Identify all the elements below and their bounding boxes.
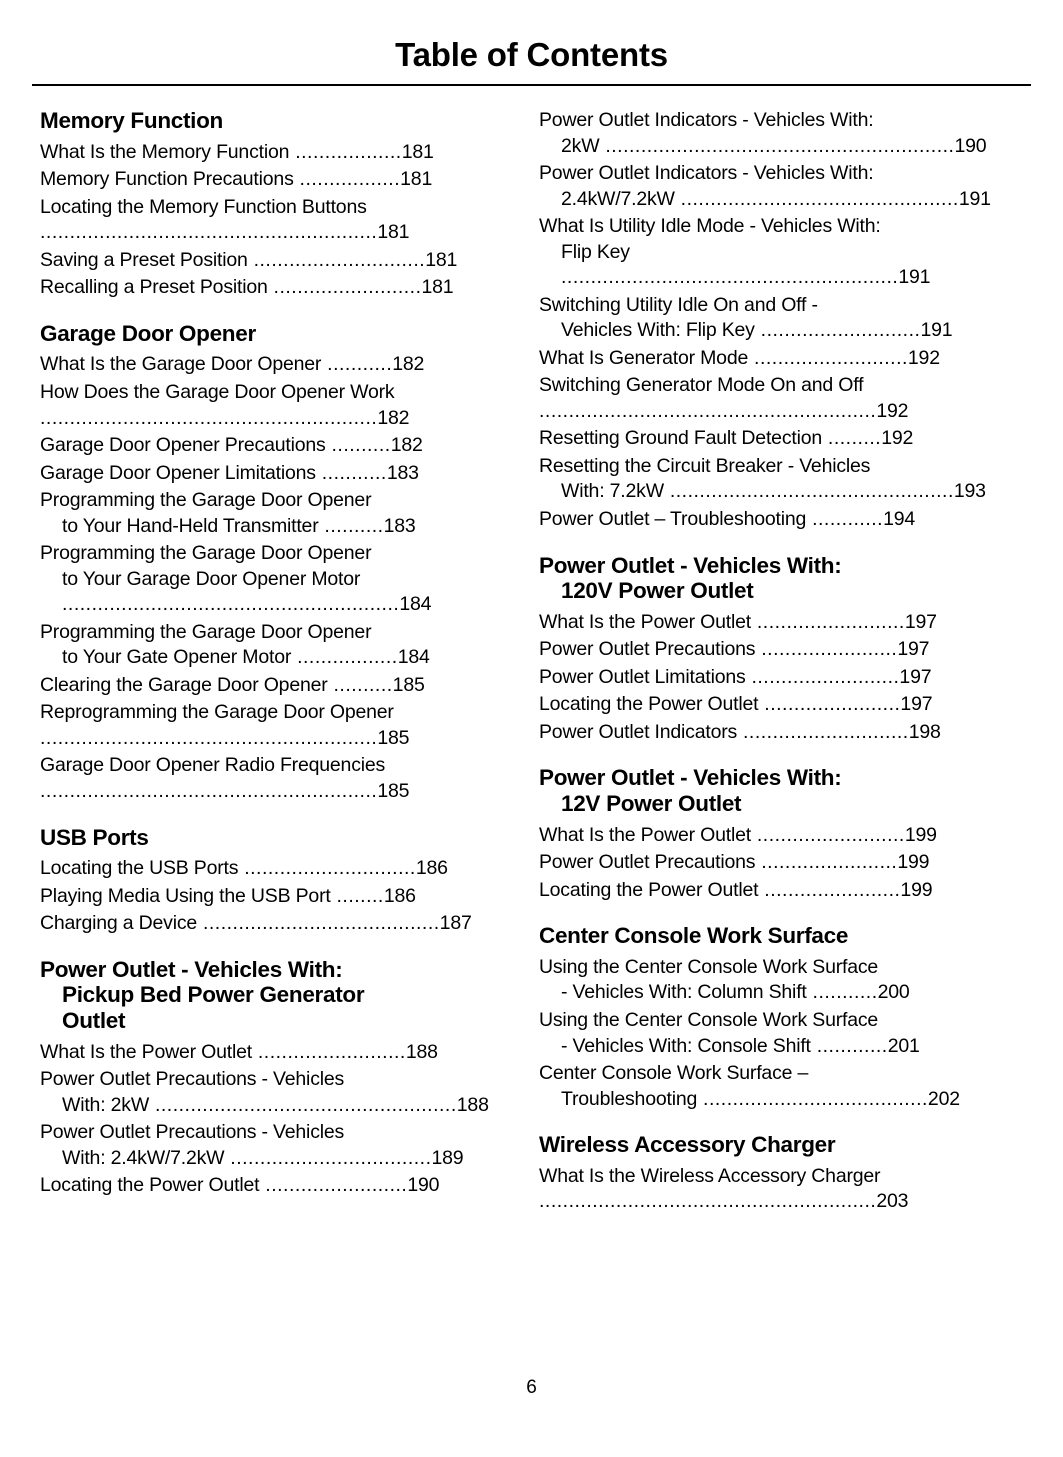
toc-entry-title-cont: With: 2kW ...................................................188 — [62, 1093, 489, 1116]
toc-entry-leader-line — [539, 399, 994, 425]
toc-entry[interactable] — [40, 433, 495, 459]
toc-entry-title: Programming the Garage Door Opener — [40, 489, 372, 512]
toc-page-number: 181 — [421, 276, 454, 299]
toc-page-number: 183 — [386, 461, 419, 484]
toc-entry[interactable] — [539, 610, 994, 636]
toc-page-number: 182 — [377, 406, 410, 429]
toc-entry[interactable] — [539, 1061, 994, 1112]
toc-section-heading-line: 120V Power Outlet — [561, 578, 754, 604]
toc-entry-leader-line — [40, 406, 495, 432]
toc-entry-title: Power Outlet Precautions - Vehicles — [40, 1068, 345, 1091]
toc-page-number: 197 — [900, 693, 933, 716]
toc-entry[interactable] — [539, 373, 994, 424]
toc-entry-title-cont: With: 2.4kW/7.2kW ..................................189 — [62, 1146, 464, 1169]
toc-entry-title: What Is the Power Outlet — [539, 823, 751, 846]
toc-entry-title: Power Outlet Indicators — [539, 720, 738, 743]
toc-page-number: 194 — [883, 507, 916, 530]
toc-page-number: 182 — [392, 353, 425, 376]
toc-entry-title: Power Outlet Precautions - Vehicles — [40, 1121, 345, 1144]
toc-entry-title: Power Outlet Precautions — [539, 638, 756, 661]
toc-page-number: 199 — [900, 878, 933, 901]
toc-entry-title-cont: to Your Hand-Held Transmitter ..........183 — [62, 514, 416, 537]
toc-section — [539, 765, 994, 903]
toc-entry[interactable] — [40, 753, 495, 804]
toc-page-number: 181 — [425, 248, 458, 271]
toc-page-number: 188 — [405, 1040, 438, 1063]
toc-page-number: 184 — [399, 593, 432, 616]
toc-page-number: 200 — [877, 981, 910, 1004]
toc-entry-title-cont: Troubleshooting ......................................202 — [561, 1087, 960, 1110]
toc-entry-title-cont: Flip Key .........................................................191 — [561, 240, 931, 289]
toc-entry-title: Garage Door Opener Precautions — [40, 434, 326, 457]
toc-entry[interactable] — [539, 214, 994, 291]
toc-right-column — [539, 108, 994, 1235]
toc-entry[interactable] — [40, 195, 495, 246]
toc-entry-title: What Is Generator Mode — [539, 346, 749, 369]
toc-page-number: 191 — [958, 187, 991, 210]
toc-entry-title: Playing Media Using the USB Port — [40, 884, 331, 907]
toc-page-number: 185 — [377, 726, 410, 749]
toc-entry-title-cont: With: 7.2kW ................................................193 — [561, 480, 986, 503]
toc-entry[interactable] — [539, 1008, 994, 1059]
toc-entry-title: What Is the Power Outlet — [539, 610, 751, 633]
page-number: 6 — [526, 1377, 537, 1398]
toc-section-heading — [539, 765, 994, 816]
toc-entry-title: What Is the Power Outlet — [40, 1040, 252, 1063]
page-title: Table of Contents — [395, 36, 668, 73]
toc-entry-title: Power Outlet Indicators - Vehicles With: — [539, 109, 874, 131]
toc-entry[interactable] — [40, 488, 495, 539]
toc-entry-title: What Is Utility Idle Mode - Vehicles With: — [539, 215, 881, 238]
toc-entry[interactable] — [539, 637, 994, 663]
toc-entry[interactable] — [40, 1173, 495, 1199]
toc-section-heading-line: Power Outlet - Vehicles With: — [539, 552, 842, 578]
toc-leader-dots: ............................................... — [674, 187, 959, 210]
toc-page-number: 199 — [897, 851, 930, 874]
toc-entry-title: Resetting the Circuit Breaker - Vehicles — [539, 454, 871, 477]
toc-page-number: 186 — [415, 857, 448, 880]
toc-entry[interactable] — [40, 673, 495, 699]
toc-section-heading — [40, 957, 495, 1034]
toc-leader-dots: ........ — [330, 884, 384, 907]
toc-entry-title-cont: - Vehicles With: Console Shift ............201 — [561, 1034, 920, 1057]
toc-entry[interactable] — [539, 346, 994, 372]
toc-entry-title: Clearing the Garage Door Opener — [40, 673, 328, 696]
toc-page-number: 183 — [383, 514, 416, 537]
toc-entry-leader-line — [539, 1189, 994, 1215]
toc-entry-title-cont: to Your Gate Opener Motor .................184 — [62, 646, 430, 669]
toc-entry[interactable] — [539, 507, 994, 533]
toc-page-number: 191 — [920, 319, 953, 342]
toc-entry-title: Center Console Work Surface – — [539, 1062, 809, 1085]
toc-left-column — [40, 108, 495, 1219]
toc-leader-dots: ............................. — [238, 857, 416, 880]
toc-entry[interactable] — [40, 380, 495, 431]
toc-leader-dots: ........... — [806, 981, 878, 1004]
toc-entry[interactable] — [40, 140, 495, 166]
toc-section-heading — [40, 825, 495, 851]
toc-leader-dots: ........................... — [754, 319, 921, 342]
toc-leader-dots: ........... — [315, 461, 387, 484]
toc-section — [40, 108, 495, 301]
toc-leader-dots: ......................... — [267, 276, 422, 299]
toc-section-heading — [539, 1132, 994, 1158]
toc-section-heading-line: Outlet — [62, 1008, 126, 1034]
toc-entry[interactable] — [539, 692, 994, 718]
toc-section-heading-line: Power Outlet - Vehicles With: — [40, 956, 343, 982]
toc-section — [40, 321, 495, 805]
toc-section — [539, 553, 994, 746]
toc-entry-leader-line — [40, 779, 495, 805]
toc-leader-dots: ........... — [321, 353, 393, 376]
toc-page-number: 197 — [899, 665, 932, 688]
toc-leader-dots: ............ — [806, 507, 884, 530]
toc-section — [40, 825, 495, 937]
toc-entry[interactable] — [539, 823, 994, 849]
title-divider — [32, 84, 1031, 86]
toc-section — [40, 957, 495, 1199]
toc-entry-title-cont: Vehicles With: Flip Key ...........................191 — [561, 319, 953, 342]
toc-entry-title: Power Outlet Limitations — [539, 665, 746, 688]
toc-entry-title: Switching Utility Idle On and Off - — [539, 293, 818, 316]
toc-page-number: 189 — [431, 1146, 464, 1169]
toc-page-number: 181 — [401, 140, 434, 163]
toc-entry-title: What Is the Memory Function — [40, 140, 290, 163]
toc-entry[interactable] — [539, 878, 994, 904]
toc-entry-title: Using the Center Console Work Surface — [539, 1009, 879, 1032]
toc-entry-title: Resetting Ground Fault Detection — [539, 427, 823, 450]
toc-section-heading-line: 12V Power Outlet — [561, 791, 742, 817]
toc-section-heading-line: Memory Function — [40, 108, 224, 133]
toc-entry[interactable] — [40, 911, 495, 937]
toc-leader-dots: ......................... — [745, 665, 900, 688]
toc-entry-title: Charging a Device — [40, 912, 198, 935]
toc-leader-dots: .................................. — [224, 1146, 432, 1169]
toc-entry-title-cont: to Your Garage Door Opener Motor .........................................................184 — [62, 567, 432, 616]
toc-entry[interactable] — [40, 1040, 495, 1066]
toc-entry-title: What Is the Wireless Accessory Charger — [539, 1164, 881, 1187]
toc-entry-title: Garage Door Opener Limitations — [40, 461, 316, 484]
toc-leader-dots: ......................................................... — [539, 1190, 877, 1213]
toc-section-heading-line: Wireless Accessory Charger — [539, 1132, 836, 1158]
toc-leader-dots: ......................................................... — [539, 399, 877, 422]
toc-leader-dots: ....................... — [755, 638, 898, 661]
toc-entry-leader-line — [40, 220, 495, 246]
toc-leader-dots: .......... — [325, 434, 391, 457]
toc-page-number: 201 — [887, 1034, 920, 1057]
toc-entry-title: Power Outlet – Troubleshooting — [539, 507, 807, 530]
toc-entry[interactable] — [40, 248, 495, 274]
toc-leader-dots: ............................ — [737, 720, 909, 743]
toc-entry[interactable] — [539, 720, 994, 746]
toc-page-number: 198 — [908, 720, 941, 743]
toc-entry[interactable] — [539, 665, 994, 691]
toc-section — [539, 108, 994, 533]
toc-leader-dots: ............ — [810, 1034, 888, 1057]
toc-page-number: 185 — [392, 673, 425, 696]
toc-leader-dots: ......................... — [750, 823, 905, 846]
toc-entry[interactable] — [40, 1120, 495, 1171]
toc-leader-dots: ......................................................... — [40, 221, 378, 244]
toc-leader-dots: ................................................ — [663, 480, 954, 503]
toc-page-number: 192 — [907, 346, 940, 369]
toc-page-number: 191 — [898, 266, 931, 289]
toc-entry-title: Memory Function Precautions — [40, 168, 294, 191]
toc-entry-title: Locating the USB Ports — [40, 857, 239, 880]
toc-entry-leader-line — [40, 726, 495, 752]
toc-section-heading — [40, 108, 495, 134]
toc-entry-title-cont: 2.4kW/7.2kW ...............................................191 — [561, 187, 991, 210]
toc-entry-title: Power Outlet Indicators - Vehicles With: — [539, 162, 874, 185]
toc-page-number: 185 — [377, 779, 410, 802]
toc-entry[interactable] — [539, 1164, 994, 1215]
toc-section-heading-line: Power Outlet - Vehicles With: — [539, 765, 842, 791]
toc-page-number: 190 — [954, 134, 987, 157]
toc-leader-dots: ................. — [291, 646, 398, 669]
toc-entry-title: Power Outlet Precautions — [539, 851, 756, 874]
toc-page-number: 184 — [397, 646, 430, 669]
toc-entry-title: Programming the Garage Door Opener — [40, 542, 372, 565]
toc-entry-title: Programming the Garage Door Opener — [40, 620, 372, 643]
toc-entry[interactable] — [40, 461, 495, 487]
toc-entry-title: Locating the Power Outlet — [539, 693, 759, 716]
toc-page-number: 192 — [881, 427, 914, 450]
toc-entry-title: Reprogramming the Garage Door Opener — [40, 701, 394, 724]
toc-entry[interactable] — [40, 856, 495, 882]
toc-page-number: 181 — [400, 168, 433, 191]
toc-entry[interactable] — [40, 275, 495, 301]
toc-leader-dots: ....................... — [758, 878, 901, 901]
toc-entry[interactable] — [40, 167, 495, 193]
toc-page-number: 190 — [407, 1174, 440, 1197]
toc-leader-dots: ......................................................... — [561, 266, 899, 289]
toc-section-heading — [40, 321, 495, 347]
toc-entry-title: How Does the Garage Door Opener Work — [40, 381, 395, 403]
toc-leader-dots: ......................................................... — [62, 593, 400, 616]
toc-leader-dots: ........................ — [259, 1174, 408, 1197]
toc-section-heading-line: USB Ports — [40, 824, 149, 850]
toc-entry[interactable] — [539, 293, 994, 344]
toc-leader-dots: .................. — [289, 140, 402, 163]
toc-leader-dots: .......... — [318, 514, 384, 537]
toc-columns — [40, 108, 1023, 1235]
toc-entry[interactable] — [40, 541, 495, 618]
toc-leader-dots: ....................... — [758, 693, 901, 716]
toc-entry-title: Garage Door Opener Radio Frequencies — [40, 754, 386, 777]
toc-page-number: 182 — [390, 434, 423, 457]
toc-leader-dots: ......................................................... — [40, 726, 378, 749]
toc-leader-dots: ......... — [822, 427, 882, 450]
toc-page-number: 193 — [953, 480, 986, 503]
toc-leader-dots: ....................... — [755, 851, 898, 874]
toc-leader-dots: ...................................... — [697, 1087, 928, 1110]
toc-leader-dots: ............................. — [247, 248, 426, 271]
toc-leader-dots: .......................... — [748, 346, 908, 369]
toc-page-number: 197 — [904, 610, 937, 633]
toc-leader-dots: ........................................................... — [599, 134, 955, 157]
toc-entry-title-cont: - Vehicles With: Column Shift ...........200 — [561, 981, 910, 1004]
toc-entry-title: Locating the Power Outlet — [40, 1174, 260, 1197]
toc-entry[interactable] — [40, 884, 495, 910]
toc-entry[interactable] — [40, 1067, 495, 1118]
toc-section-heading — [539, 923, 994, 949]
toc-entry-title: What Is the Garage Door Opener — [40, 353, 322, 376]
toc-entry[interactable] — [539, 850, 994, 876]
toc-entry-title-cont: 2kW ...........................................................190 — [561, 134, 987, 157]
toc-leader-dots: ......................... — [750, 610, 905, 633]
toc-page-number: 203 — [876, 1190, 909, 1213]
toc-leader-dots: ......................................................... — [40, 779, 378, 802]
toc-page-number: 187 — [439, 912, 472, 935]
toc-section — [539, 1132, 994, 1215]
toc-entry[interactable] — [40, 352, 495, 378]
toc-section-heading — [539, 553, 994, 604]
toc-entry[interactable] — [40, 620, 495, 671]
toc-page-number: 188 — [456, 1093, 489, 1116]
toc-entry[interactable] — [539, 108, 994, 159]
toc-entry[interactable] — [539, 454, 994, 505]
toc-leader-dots: .......... — [327, 673, 393, 696]
toc-page-number: 197 — [897, 638, 930, 661]
toc-entry[interactable] — [40, 700, 495, 751]
toc-leader-dots: ........................................ — [197, 912, 440, 935]
toc-section-heading-line: Pickup Bed Power Generator — [62, 982, 365, 1008]
toc-entry-title: Saving a Preset Position — [40, 248, 248, 271]
toc-page-number: 202 — [927, 1087, 960, 1110]
toc-entry-title: Locating the Power Outlet — [539, 878, 759, 901]
toc-entry-title: Using the Center Console Work Surface — [539, 955, 879, 978]
toc-section — [539, 923, 994, 1112]
toc-leader-dots: ......................... — [251, 1040, 406, 1063]
toc-page-number: 192 — [876, 399, 909, 422]
toc-entry[interactable] — [539, 426, 994, 452]
toc-page-number: 186 — [383, 884, 416, 907]
toc-page-number: 199 — [904, 823, 937, 846]
toc-page-number: 181 — [377, 221, 410, 244]
toc-entry-title: Switching Generator Mode On and Off — [539, 374, 864, 397]
toc-section-heading-line: Garage Door Opener — [40, 320, 256, 346]
toc-leader-dots: ................................................... — [149, 1093, 457, 1116]
toc-section-heading-line: Center Console Work Surface — [539, 923, 849, 949]
toc-entry[interactable] — [539, 955, 994, 1006]
toc-entry[interactable] — [539, 161, 994, 212]
toc-leader-dots: ......................................................... — [40, 406, 378, 429]
toc-entry-title: Recalling a Preset Position — [40, 276, 268, 299]
toc-leader-dots: ................. — [293, 168, 401, 191]
toc-entry-title: Locating the Memory Function Buttons — [40, 195, 367, 218]
